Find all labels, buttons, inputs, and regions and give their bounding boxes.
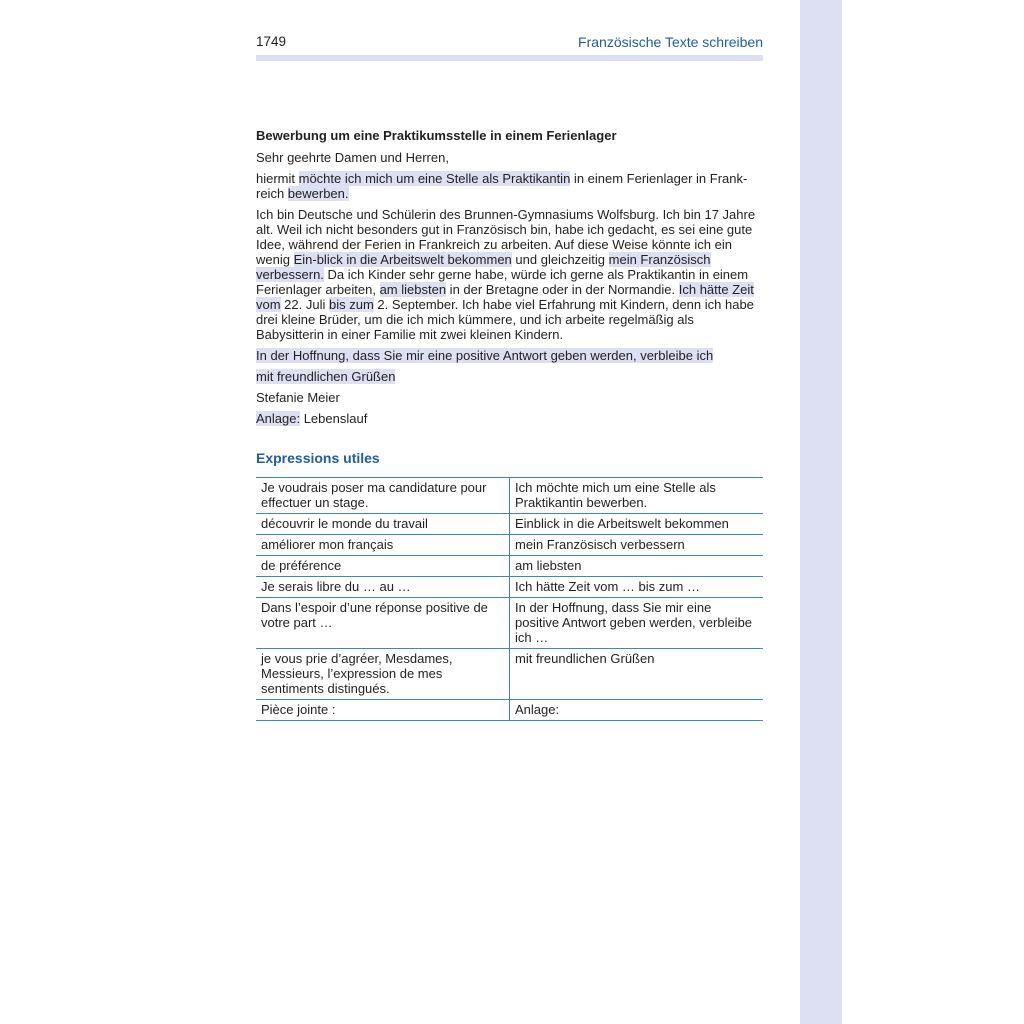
text-span: Ich bin Deutsche und Schülerin des Brunnen-Gymnasiums Wolfsburg. Ich bin 17 Jahre alt. Weil ich nicht besonders gut in Französisch bin, habe ich gedacht, es sei eine gute Idee, während der Ferien in Frankreich zu arbeiten. Auf diese Weise könnte ich ein wenig bbox=[256, 207, 756, 267]
table-row bbox=[256, 514, 763, 535]
expressions-heading: Expressions utiles bbox=[256, 450, 380, 466]
table-row bbox=[256, 649, 763, 700]
text-span: Da ich Kinder sehr gerne habe, würde ich gerne als Praktikantin in einem Ferienlager arbeiten, bbox=[256, 267, 749, 297]
german-expression: mein Französisch verbessern bbox=[510, 535, 764, 556]
letter-salutation: Sehr geehrte Damen und Herren, bbox=[256, 150, 449, 165]
table-row bbox=[256, 577, 763, 598]
german-expression: Ich hätte Zeit vom … bis zum … bbox=[510, 577, 764, 598]
expressions-table-body bbox=[256, 478, 763, 721]
text-span: hiermit bbox=[256, 171, 299, 186]
highlighted-phrase: möchte ich mich um eine Stelle als Praktikantin bbox=[298, 171, 571, 186]
german-expression: Einblick in die Arbeitswelt bekommen bbox=[510, 514, 764, 535]
letter-signature: Stefanie Meier bbox=[256, 390, 340, 405]
text-span: und gleichzeitig bbox=[511, 252, 609, 267]
letter-paragraph-2 bbox=[256, 207, 763, 342]
text-span: in der Bretagne oder in der Normandie. bbox=[446, 282, 679, 297]
running-head bbox=[256, 34, 763, 52]
german-expression: Anlage: bbox=[510, 700, 764, 721]
table-row bbox=[256, 556, 763, 577]
page-number: 1749 bbox=[256, 34, 287, 49]
french-expression: Je voudrais poser ma candidature pour effectuer un stage. bbox=[256, 478, 510, 514]
highlighted-phrase: mit freundlichen Grüßen bbox=[256, 369, 396, 384]
sample-letter bbox=[256, 128, 763, 432]
letter-closing-1 bbox=[256, 348, 763, 363]
table-row bbox=[256, 598, 763, 649]
highlighted-phrase: mein Französisch verbessern. bbox=[256, 252, 711, 282]
highlighted-phrase: bis zum bbox=[328, 297, 374, 312]
highlighted-phrase: bewerben. bbox=[287, 186, 349, 201]
french-expression: Pièce jointe : bbox=[256, 700, 510, 721]
letter-enclosure bbox=[256, 411, 763, 426]
french-expression: Dans l’espoir d’une réponse positive de votre part … bbox=[256, 598, 510, 649]
french-expression: découvrir le monde du travail bbox=[256, 514, 510, 535]
letter-paragraph-1 bbox=[256, 171, 763, 201]
highlighted-phrase: In der Hoffnung, dass Sie mir eine positive Antwort geben werden, verbleibe ich bbox=[256, 348, 714, 363]
letter-subject: Bewerbung um eine Praktikumsstelle in einem Ferienlager bbox=[256, 128, 617, 143]
text-span: 22. Juli bbox=[280, 297, 329, 312]
enclosure-text: Lebenslauf bbox=[300, 411, 368, 426]
highlighted-phrase: Ich hätte Zeit vom bbox=[256, 282, 754, 312]
enclosure-label: Anlage: bbox=[256, 411, 301, 426]
text-span: in einem Ferienlager in Frank-reich bbox=[256, 171, 748, 201]
german-expression: am liebsten bbox=[510, 556, 764, 577]
letter-closing-2 bbox=[256, 369, 763, 384]
french-expression: améliorer mon français bbox=[256, 535, 510, 556]
table-row bbox=[256, 700, 763, 721]
text-span: 2. September. Ich habe viel Erfahrung mit Kindern, denn ich habe drei kleine Brüder, um die ich mich kümmere, und ich arbeite regelmäßig als Babysitterin in einer Familie mit zwei kleinen Kindern. bbox=[256, 297, 754, 342]
table-row bbox=[256, 478, 763, 514]
french-expression: de préférence bbox=[256, 556, 510, 577]
highlighted-phrase: Ein-blick in die Arbeitswelt bekommen bbox=[293, 252, 512, 267]
margin-band bbox=[800, 0, 842, 1024]
french-expression: Je serais libre du … au … bbox=[256, 577, 510, 598]
section-title: Französische Texte schreiben bbox=[578, 34, 763, 50]
french-expression: je vous prie d’agréer, Mesdames, Messieurs, l’expression de mes sentiments distingués. bbox=[256, 649, 510, 700]
german-expression: In der Hoffnung, dass Sie mir eine positive Antwort geben werden, verbleibe ich … bbox=[510, 598, 764, 649]
table-row bbox=[256, 535, 763, 556]
highlighted-phrase: am liebsten bbox=[379, 282, 447, 297]
header-rule bbox=[256, 55, 763, 61]
german-expression: Ich möchte mich um eine Stelle als Praktikantin bewerben. bbox=[510, 478, 764, 514]
expressions-table bbox=[256, 477, 763, 721]
german-expression: mit freundlichen Grüßen bbox=[510, 649, 764, 700]
